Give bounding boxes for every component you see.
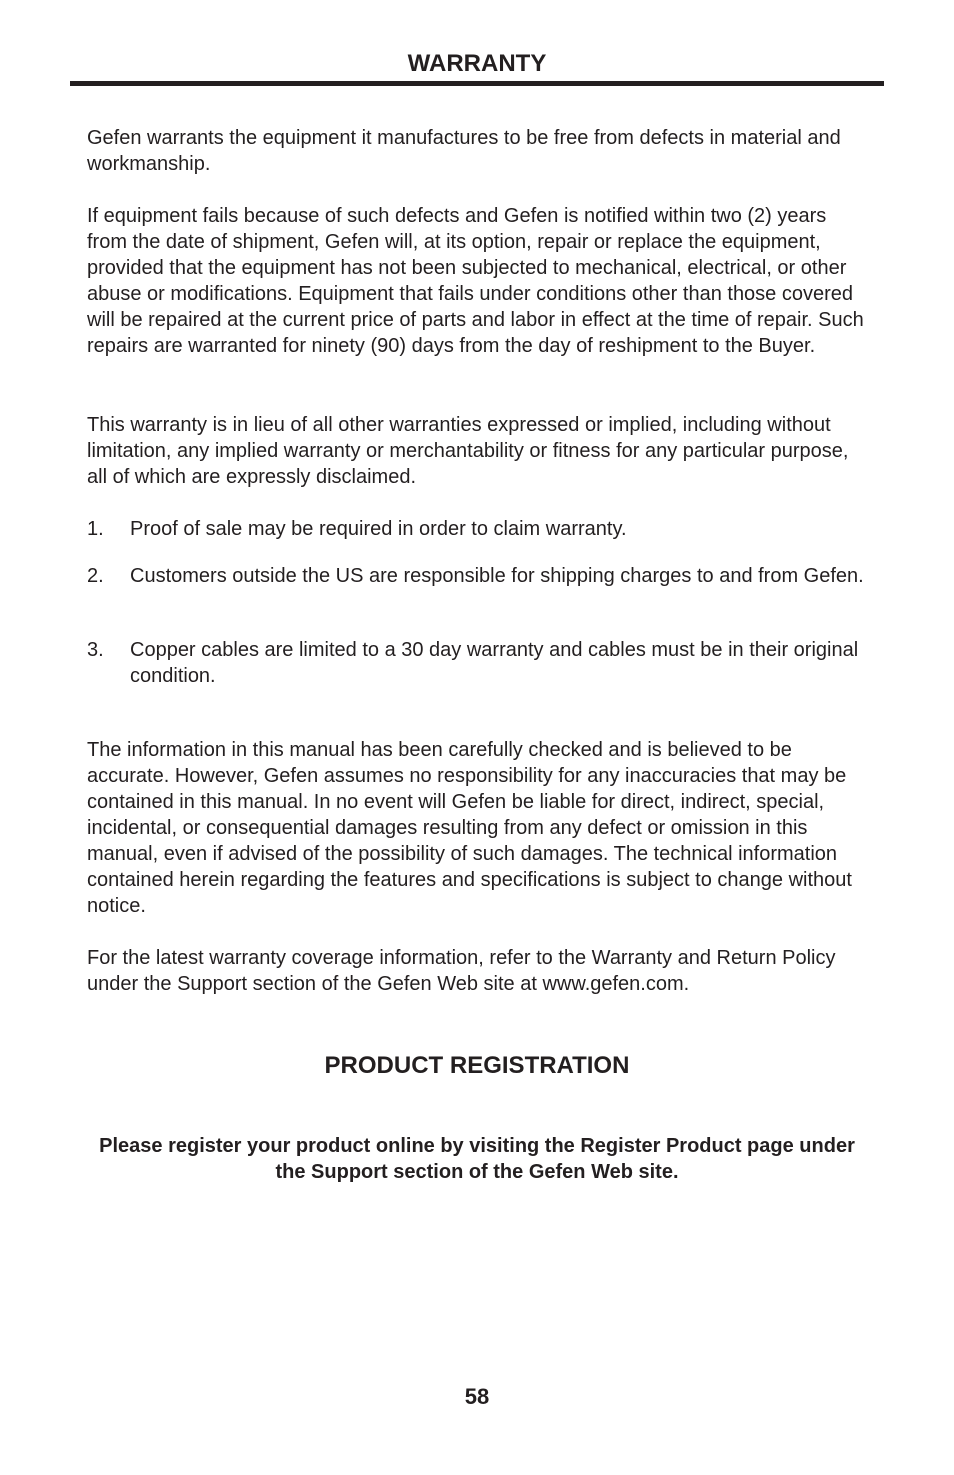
list-item-text: Copper cables are limited to a 30 day warranty and cables must be in their original condition.	[130, 639, 859, 687]
list-item-number: 3.	[87, 639, 104, 661]
warranty-paragraph-repair: If equipment fails because of such defects and Gefen is notified within two (2) years from the date of shipment, Gefen will, at its option, repair or replace the equipment, provided that the equipment has not been subjected to mechanical, electrical, or other abuse or modifications. Equipment that fails under conditions other than those covered will be repaired at the current price of parts and labor in effect at the time of repair. Such repairs are warranted for ninety (90) days from the day of reshipment to the Buyer.	[87, 205, 864, 357]
registration-title: PRODUCT REGISTRATION	[324, 1052, 630, 1079]
page-number: 58	[464, 1384, 490, 1409]
list-item	[87, 516, 867, 542]
registration-note: Please register your product online by visiting the Register Product page under the Support section of the Gefen Web site.	[99, 1135, 855, 1183]
warranty-paragraph-lieu: This warranty is in lieu of all other warranties expressed or implied, including without limitation, any implied warranty or merchantability or fitness for any particular purpose, all of which are expressly disclaimed.	[87, 414, 849, 488]
warranty-coverage-info: For the latest warranty coverage information, refer to the Warranty and Return Policy under the Support section of the Gefen Web site at www.gefen.com.	[87, 947, 836, 995]
list-item	[87, 637, 867, 689]
list-item-text: Proof of sale may be required in order to claim warranty.	[130, 518, 627, 540]
list-item-number: 1.	[87, 518, 104, 540]
list-item	[87, 563, 867, 589]
list-item-text: Customers outside the US are responsible for shipping charges to and from Gefen.	[130, 565, 864, 587]
title-rule	[70, 81, 884, 86]
warranty-title: WARRANTY	[407, 50, 547, 77]
warranty-paragraph-defects: Gefen warrants the equipment it manufactures to be free from defects in material and workmanship.	[87, 127, 841, 175]
manual-disclaimer: The information in this manual has been carefully checked and is believed to be accurate. However, Gefen assumes no responsibility for any inaccuracies that may be contained in this manual. In no event will Gefen be liable for direct, indirect, special, incidental, or consequential damages resulting from any defect or omission in this manual, even if advised of the possibility of such damages. The technical information contained herein regarding the features and specifications is subject to change without notice.	[87, 739, 852, 917]
list-item-number: 2.	[87, 565, 104, 587]
